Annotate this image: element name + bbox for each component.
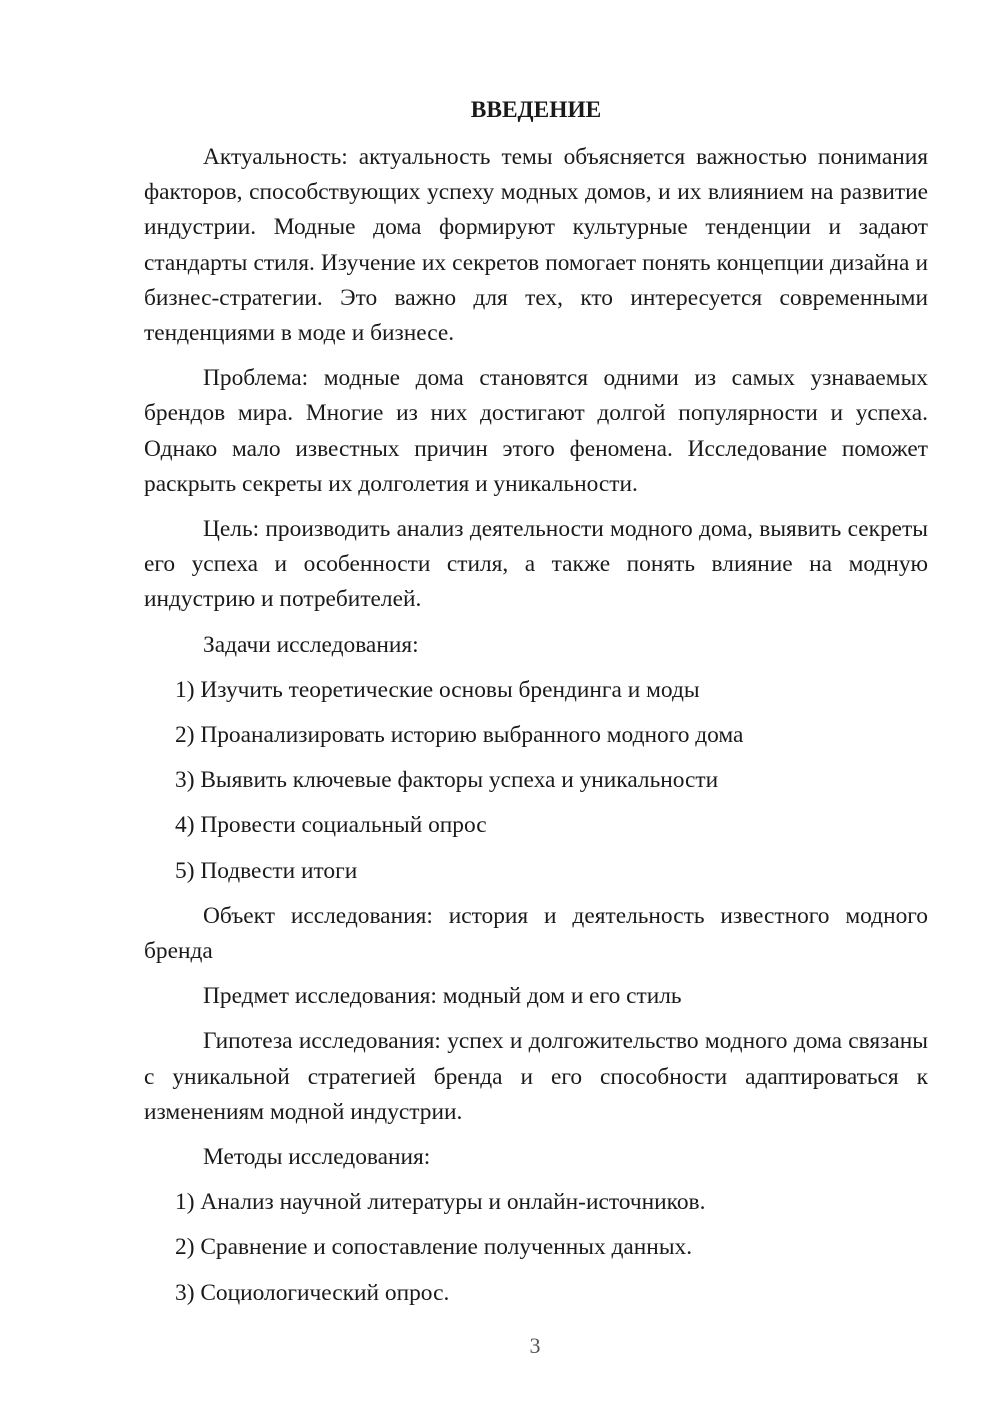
list-item: 4) Провести социальный опрос [175, 812, 487, 839]
methods-list [144, 1185, 928, 1311]
page-number: 3 [529, 1333, 541, 1358]
list-item: 2) Сравнение и сопоставление полученных данных. [175, 1234, 693, 1261]
object-paragraph: Объект исследования: история и деятельность известного модного бренда [144, 902, 928, 965]
list-item: 2) Проанализировать историю выбранного модного дома [175, 722, 744, 749]
methods-heading: Методы исследования: [203, 1144, 431, 1171]
relevance-paragraph: Актуальность: актуальность темы объясняется важностью понимания факторов, способствующих успеху модных домов, и их влиянием на развитие индустрии. Модные дома формируют культурные тенденции и задают стандарты стиля. Изучение их секретов помогает понять концепции дизайна и бизнес-стратегии. Это важно для тех, кто интересуется современными тенденциями в моде и бизнесе. [144, 144, 928, 347]
list-item: 5) Подвести итоги [175, 857, 358, 884]
page-title: ВВЕДЕНИЕ [470, 97, 602, 123]
list-item: 1) Анализ научной литературы и онлайн-источников. [175, 1189, 706, 1216]
list-item: 1) Изучить теоретические основы брендинга и моды [175, 676, 700, 703]
list-item: 3) Социологический опрос. [175, 1279, 450, 1306]
problem-paragraph: Проблема: модные дома становятся одними из самых узнаваемых брендов мира. Многие из них достигают долгой популярности и успеха. Однако мало известных причин этого феномена. Исследование поможет раскрыть секреты их долголетия и уникальности. [144, 365, 928, 497]
page-content [144, 93, 928, 1321]
tasks-list [144, 673, 928, 889]
goal-paragraph: Цель: производить анализ деятельности модного дома, выявить секреты его успеха и особенности стиля, а также понять влияние на модную индустрию и потребителей. [144, 516, 928, 613]
tasks-heading: Задачи исследования: [203, 631, 419, 658]
subject-paragraph: Предмет исследования: модный дом и его стиль [203, 983, 682, 1010]
hypothesis-paragraph: Гипотеза исследования: успех и долгожительство модного дома связаны с уникальной стратегией бренда и его способности адаптироваться к изменениям модной индустрии. [144, 1028, 928, 1125]
list-item: 3) Выявить ключевые факторы успеха и уникальности [175, 767, 719, 794]
